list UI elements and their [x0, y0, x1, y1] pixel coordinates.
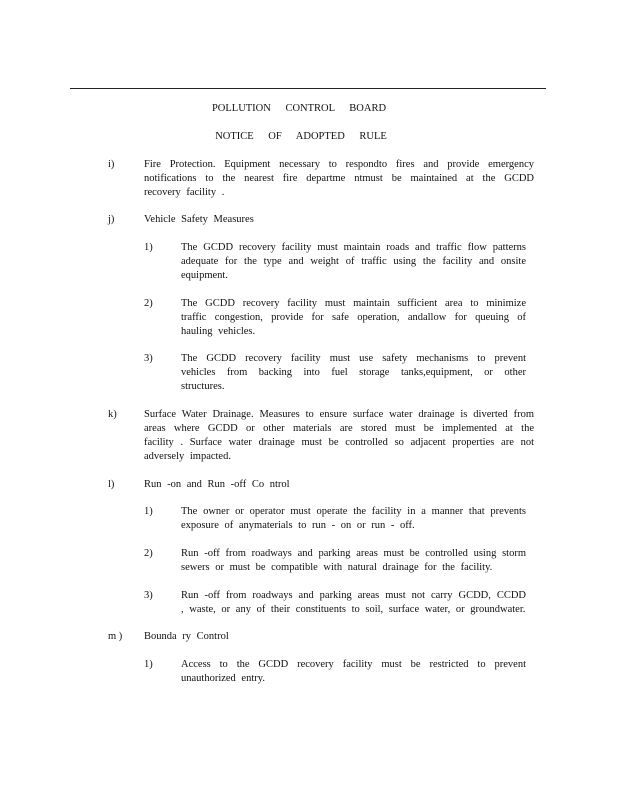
section-label: k)	[108, 409, 117, 420]
subsection-label: 2)	[144, 298, 153, 309]
subsection-label: 1)	[144, 242, 153, 253]
section-heading: Run -on and Run -off Co ntrol	[144, 479, 290, 490]
section-text: Surface Water Drainage. Measures to ensure surface water drainage is diverted from areas where GCDD or other materials are stored must be implemented at the facility . Surface water drainage must be controlled so adjacent properties are not adversely impacted.	[144, 409, 534, 462]
subsection-label: 3)	[144, 353, 153, 364]
section-text: Fire Protection. Equipment necessary to respondto fires and provide emergency notifications to the nearest fire departme ntmust be maintained at the GCDD recovery facility .	[144, 159, 534, 198]
section-heading: Vehicle Safety Measures	[144, 214, 254, 225]
subsection-label: 2)	[144, 548, 153, 559]
subsection-text: The GCDD recovery facility must maintain sufficient area to minimize traffic congestion, provide for safe operation, andallow for queuing of hauling vehicles.	[181, 298, 526, 337]
section-label: l)	[108, 479, 115, 490]
subsection-text: The owner or operator must operate the facility in a manner that prevents exposure of anymaterials to run - on or run - off.	[181, 506, 526, 531]
subsection-text: The GCDD recovery facility must use safety mechanisms to prevent vehicles from backing into fuel storage tanks,equipment, or other structures.	[181, 353, 526, 392]
section-heading: Bounda ry Control	[144, 631, 229, 642]
section-label: m )	[108, 631, 123, 642]
subsection-text: Run -off from roadways and parking areas must not carry GCDD, CCDD , waste, or any of their constituents to soil, surface water, or groundwater.	[181, 590, 526, 615]
subsection-label: 3)	[144, 590, 153, 601]
subsection-label: 1)	[144, 659, 153, 670]
subsection-text: The GCDD recovery facility must maintain roads and traffic flow patterns adequate for the type and weight of traffic using the facility and onsite equipment.	[181, 242, 526, 281]
header-rule	[70, 88, 546, 89]
section-label: j)	[108, 214, 115, 225]
notice-title: NOTICE OF ADOPTED RULE	[215, 131, 387, 142]
board-title: POLLUTION CONTROL BOARD	[211, 103, 387, 114]
subsection-text: Access to the GCDD recovery facility must be restricted to prevent unauthorized entry.	[181, 659, 526, 684]
subsection-text: Run -off from roadways and parking areas must be controlled using storm sewers or must be compatible with natural drainage for the facility.	[181, 548, 526, 573]
subsection-label: 1)	[144, 506, 153, 517]
section-label: i)	[108, 159, 115, 170]
